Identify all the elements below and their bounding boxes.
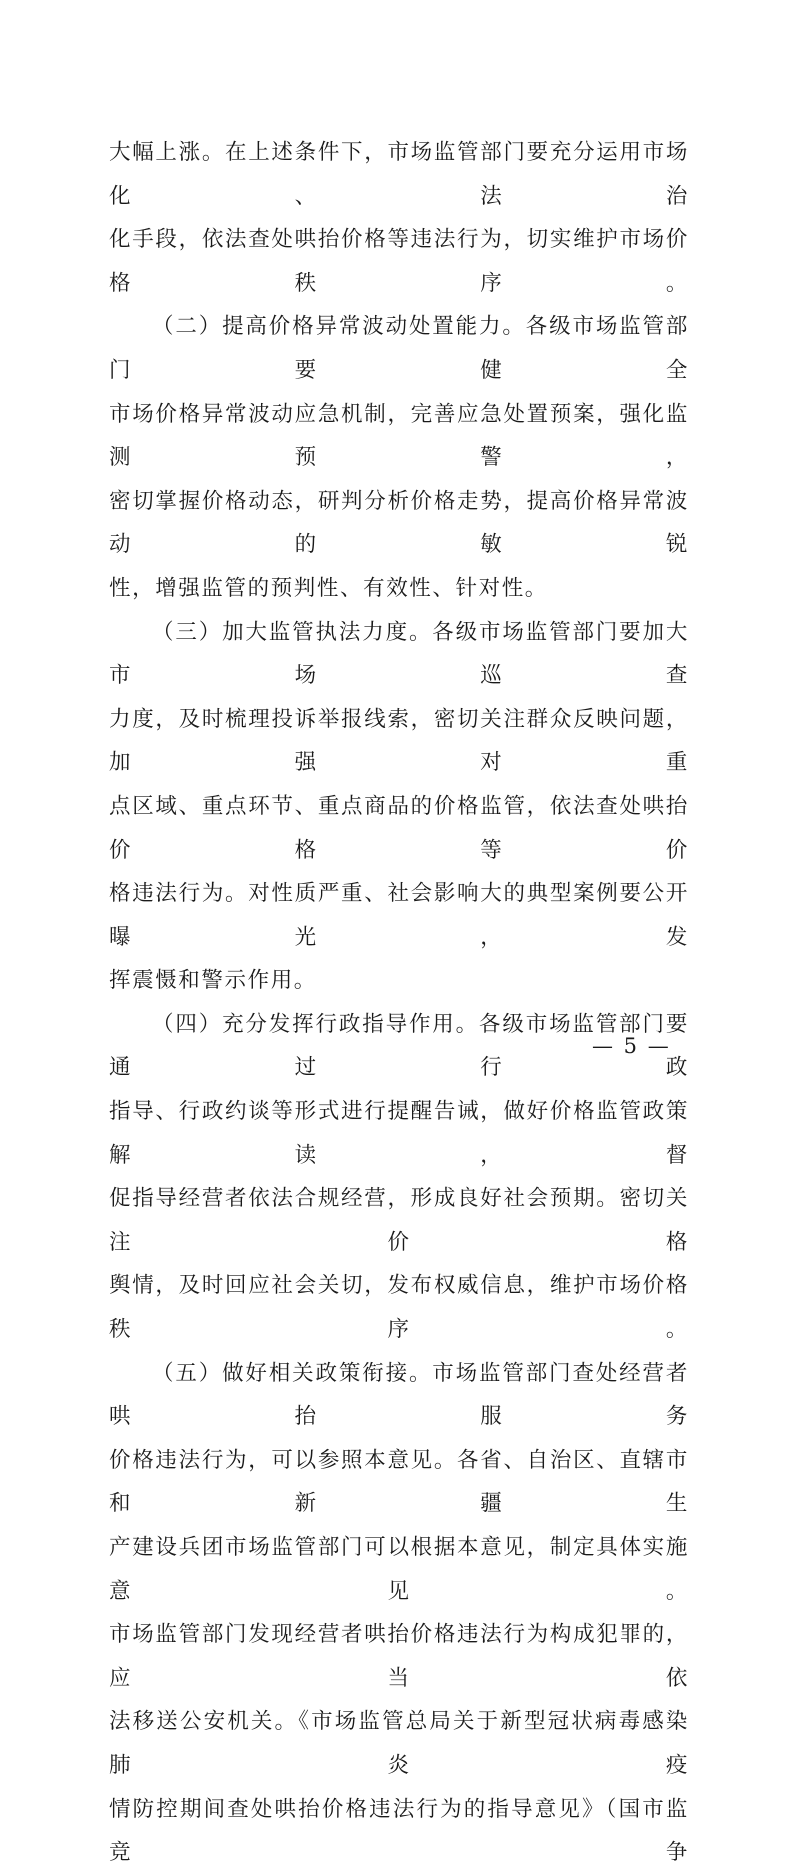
- text-line: 力度，及时梳理投诉举报线索，密切关注群众反映问题，加强对重: [109, 706, 689, 776]
- text-line: （三）加大监管执法力度。各级市场监管部门要加大市场巡查: [109, 619, 689, 689]
- text-line: 市场监管部门发现经营者哄抬价格违法行为构成犯罪的，应当依: [109, 1622, 689, 1691]
- paragraph-price-fluctuation-response: [109, 305, 689, 610]
- text-line: 化手段，依法查处哄抬价格等违法行为，切实维护市场价格秩序。: [109, 227, 689, 296]
- document-body: [109, 131, 689, 1875]
- text-line: 促指导经营者依法合规经营，形成良好社会预期。密切关注价格: [109, 1186, 689, 1255]
- text-line: 指导、行政约谈等形式进行提醒告诫，做好价格监管政策解读，督: [109, 1099, 689, 1168]
- text-line: 性，增强监管的预判性、有效性、针对性。: [109, 575, 548, 601]
- page-number: — 5 —: [592, 1034, 671, 1058]
- paragraph-policy-coordination: [109, 1352, 689, 1875]
- text-line: 舆情，及时回应社会关切，发布权威信息，维护市场价格秩序。: [109, 1273, 689, 1343]
- text-line: 格违法行为。对性质严重、社会影响大的典型案例要公开曝光，发: [109, 881, 689, 950]
- text-line: 挥震慑和警示作用。: [109, 968, 317, 994]
- text-line: 情防控期间查处哄抬价格违法行为的指导意见》（国市监竞争: [109, 1796, 689, 1866]
- paragraph-continuation: [109, 131, 689, 305]
- paragraph-enforcement: [109, 611, 689, 1003]
- text-line: （五）做好相关政策衔接。市场监管部门查处经营者哄抬服务: [109, 1360, 689, 1430]
- text-line: 大幅上涨。在上述条件下，市场监管部门要充分运用市场化、法治: [109, 140, 689, 209]
- text-line: 产建设兵团市场监管部门可以根据本意见，制定具体实施意见。: [109, 1535, 689, 1604]
- text-line: 点区域、重点环节、重点商品的价格监管，依法查处哄抬价格等价: [109, 793, 689, 863]
- text-line: 法移送公安机关。《市场监管总局关于新型冠状病毒感染肺炎疫: [109, 1709, 689, 1778]
- text-line: 价格违法行为，可以参照本意见。各省、自治区、直辖市和新疆生: [109, 1447, 689, 1517]
- text-line: （二）提高价格异常波动处置能力。各级市场监管部门要健全: [109, 314, 689, 383]
- text-line: 市场价格异常波动应急机制，完善应急处置预案，强化监测预警，: [109, 401, 689, 471]
- text-line: 密切掌握价格动态，研判分析价格走势，提高价格异常波动的敏锐: [109, 488, 689, 558]
- text-line: （四）充分发挥行政指导作用。各级市场监管部门要通过行政: [109, 1011, 689, 1081]
